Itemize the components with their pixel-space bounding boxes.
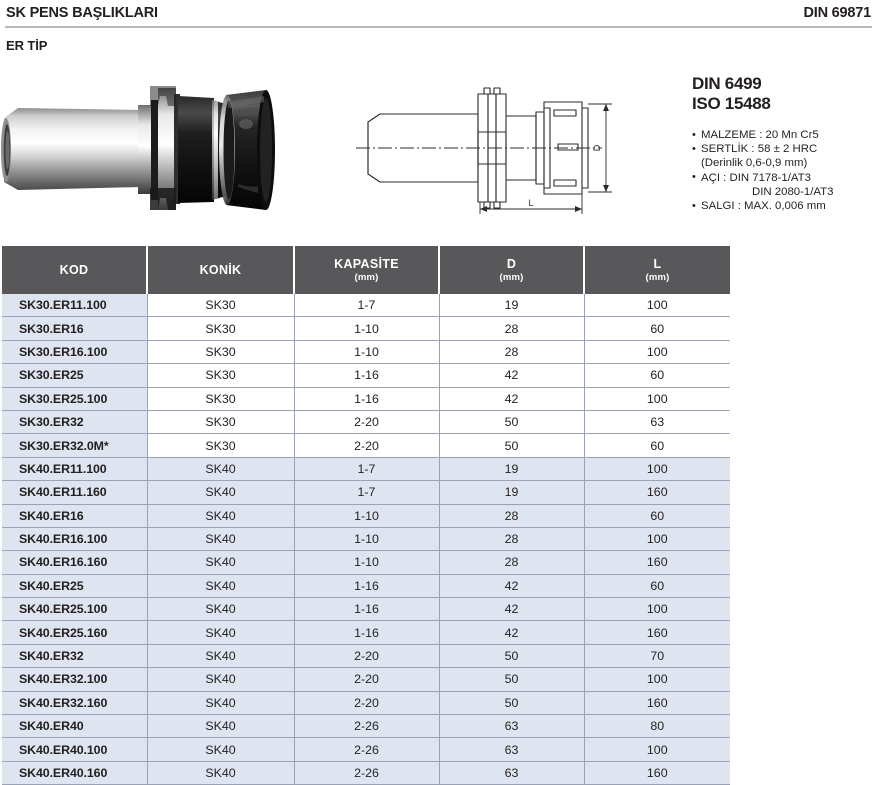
cell-kapasite: 1-10 bbox=[294, 551, 439, 574]
cell-konik: SK40 bbox=[147, 574, 294, 597]
table-row bbox=[2, 574, 730, 597]
product-photo bbox=[0, 62, 300, 237]
table-row bbox=[2, 527, 730, 550]
cell-kapasite: 1-16 bbox=[294, 364, 439, 387]
cell-kod: SK30.ER25 bbox=[2, 364, 147, 387]
cell-l: 100 bbox=[584, 527, 730, 550]
cell-d: 50 bbox=[439, 644, 584, 667]
cell-kapasite: 1-7 bbox=[294, 457, 439, 480]
cell-konik: SK40 bbox=[147, 691, 294, 714]
cell-l: 100 bbox=[584, 294, 730, 317]
cell-kod: SK40.ER32 bbox=[2, 644, 147, 667]
cell-konik: SK40 bbox=[147, 598, 294, 621]
specification-block bbox=[692, 74, 877, 213]
cell-l: 70 bbox=[584, 644, 730, 667]
spec-item: • AÇI : DIN 7178-1/AT3 bbox=[692, 171, 877, 185]
cell-kapasite: 2-20 bbox=[294, 410, 439, 433]
cell-kod: SK40.ER11.100 bbox=[2, 457, 147, 480]
table-row bbox=[2, 551, 730, 574]
cell-konik: SK40 bbox=[147, 551, 294, 574]
cell-d: 63 bbox=[439, 761, 584, 784]
table-row bbox=[2, 504, 730, 527]
page-title: SK PENS BAŞLIKLARI bbox=[6, 5, 158, 21]
cell-kapasite: 1-16 bbox=[294, 621, 439, 644]
cell-kod: SK40.ER40.160 bbox=[2, 761, 147, 784]
table-row bbox=[2, 738, 730, 761]
table-row bbox=[2, 434, 730, 457]
page-standard-label: DIN 69871 bbox=[803, 5, 871, 21]
cell-d: 19 bbox=[439, 294, 584, 317]
cell-d: 28 bbox=[439, 340, 584, 363]
cell-d: 42 bbox=[439, 364, 584, 387]
cell-kod: SK30.ER16 bbox=[2, 317, 147, 340]
table-row bbox=[2, 387, 730, 410]
cell-l: 100 bbox=[584, 598, 730, 621]
cell-l: 160 bbox=[584, 481, 730, 504]
column-header-kapasite: KAPASİTE (mm) bbox=[294, 246, 439, 294]
column-header-konik: KONİK bbox=[147, 246, 294, 294]
cell-kod: SK40.ER11.160 bbox=[2, 481, 147, 504]
cell-kod: SK40.ER32.100 bbox=[2, 668, 147, 691]
cell-konik: SK40 bbox=[147, 621, 294, 644]
column-header-l: L (mm) bbox=[584, 246, 730, 294]
cell-kod: SK40.ER40 bbox=[2, 715, 147, 738]
cell-d: 19 bbox=[439, 481, 584, 504]
cell-kapasite: 1-16 bbox=[294, 387, 439, 410]
cell-kod: SK30.ER32 bbox=[2, 410, 147, 433]
spec-item: • MALZEME : 20 Mn Cr5 bbox=[692, 128, 877, 142]
cell-l: 100 bbox=[584, 738, 730, 761]
table-row bbox=[2, 410, 730, 433]
cell-konik: SK40 bbox=[147, 457, 294, 480]
cell-d: 28 bbox=[439, 504, 584, 527]
table-row bbox=[2, 715, 730, 738]
cell-d: 50 bbox=[439, 410, 584, 433]
cell-d: 28 bbox=[439, 317, 584, 340]
cell-l: 63 bbox=[584, 410, 730, 433]
cell-d: 50 bbox=[439, 668, 584, 691]
table-row bbox=[2, 644, 730, 667]
cell-l: 80 bbox=[584, 715, 730, 738]
column-header-d: D (mm) bbox=[439, 246, 584, 294]
table-row bbox=[2, 481, 730, 504]
cell-kapasite: 1-16 bbox=[294, 598, 439, 621]
cell-d: 63 bbox=[439, 715, 584, 738]
cell-l: 60 bbox=[584, 364, 730, 387]
cell-kapasite: 1-7 bbox=[294, 294, 439, 317]
cell-l: 60 bbox=[584, 317, 730, 340]
cell-l: 60 bbox=[584, 574, 730, 597]
cell-l: 60 bbox=[584, 434, 730, 457]
spec-standard-iso: ISO 15488 bbox=[692, 94, 771, 113]
column-header-kod: KOD bbox=[2, 246, 147, 294]
table-row bbox=[2, 364, 730, 387]
table-body bbox=[2, 294, 730, 785]
cell-kod: SK40.ER16 bbox=[2, 504, 147, 527]
section-subtitle: ER TİP bbox=[6, 38, 48, 53]
cell-kod: SK40.ER25.100 bbox=[2, 598, 147, 621]
table-header-row bbox=[2, 246, 730, 294]
cell-d: 28 bbox=[439, 527, 584, 550]
spec-item: DIN 2080-1/AT3 bbox=[752, 185, 834, 198]
cell-kapasite: 1-10 bbox=[294, 317, 439, 340]
table-row bbox=[2, 457, 730, 480]
cell-konik: SK30 bbox=[147, 364, 294, 387]
table-row bbox=[2, 340, 730, 363]
cell-l: 100 bbox=[584, 457, 730, 480]
cell-d: 63 bbox=[439, 738, 584, 761]
cell-kapasite: 2-26 bbox=[294, 761, 439, 784]
cell-d: 42 bbox=[439, 621, 584, 644]
cell-kod: SK40.ER40.100 bbox=[2, 738, 147, 761]
table-row bbox=[2, 668, 730, 691]
spec-item: (Derinlik 0,6-0,9 mm) bbox=[701, 157, 808, 170]
cell-kapasite: 2-26 bbox=[294, 738, 439, 761]
cell-konik: SK30 bbox=[147, 294, 294, 317]
cell-konik: SK40 bbox=[147, 761, 294, 784]
cell-d: 50 bbox=[439, 434, 584, 457]
cell-d: 19 bbox=[439, 457, 584, 480]
cell-konik: SK40 bbox=[147, 504, 294, 527]
cell-kapasite: 1-10 bbox=[294, 340, 439, 363]
cell-konik: SK40 bbox=[147, 738, 294, 761]
dimension-label-l: L bbox=[528, 198, 534, 208]
cell-kapasite: 1-16 bbox=[294, 574, 439, 597]
cell-kapasite: 2-20 bbox=[294, 644, 439, 667]
cell-konik: SK40 bbox=[147, 644, 294, 667]
cell-kod: SK40.ER32.160 bbox=[2, 691, 147, 714]
cell-kapasite: 1-10 bbox=[294, 504, 439, 527]
cell-l: 60 bbox=[584, 504, 730, 527]
cell-kod: SK40.ER25 bbox=[2, 574, 147, 597]
table-row bbox=[2, 621, 730, 644]
cell-l: 100 bbox=[584, 340, 730, 363]
cell-l: 160 bbox=[584, 761, 730, 784]
dimension-label-d: D bbox=[592, 144, 602, 152]
table-row bbox=[2, 691, 730, 714]
cell-l: 160 bbox=[584, 551, 730, 574]
product-table bbox=[2, 246, 730, 785]
spec-list bbox=[692, 128, 877, 213]
cell-konik: SK30 bbox=[147, 387, 294, 410]
table-row bbox=[2, 761, 730, 784]
cell-l: 100 bbox=[584, 387, 730, 410]
cell-l: 160 bbox=[584, 691, 730, 714]
table-row bbox=[2, 317, 730, 340]
cell-kod: SK30.ER32.0M* bbox=[2, 434, 147, 457]
cell-konik: SK40 bbox=[147, 715, 294, 738]
cell-kapasite: 2-20 bbox=[294, 691, 439, 714]
cell-d: 28 bbox=[439, 551, 584, 574]
cell-d: 42 bbox=[439, 574, 584, 597]
table-row bbox=[2, 294, 730, 317]
table-row bbox=[2, 598, 730, 621]
spec-item: • SERTLİK : 58 ± 2 HRC bbox=[692, 142, 877, 156]
cell-kod: SK40.ER16.100 bbox=[2, 527, 147, 550]
cell-kapasite: 2-20 bbox=[294, 434, 439, 457]
cell-kapasite: 1-7 bbox=[294, 481, 439, 504]
cell-d: 42 bbox=[439, 598, 584, 621]
cell-konik: SK30 bbox=[147, 340, 294, 363]
spec-item: • SALGI : MAX. 0,006 mm bbox=[692, 199, 877, 213]
cell-konik: SK30 bbox=[147, 317, 294, 340]
cell-d: 42 bbox=[439, 387, 584, 410]
cell-kod: SK30.ER16.100 bbox=[2, 340, 147, 363]
cell-konik: SK40 bbox=[147, 481, 294, 504]
cell-l: 100 bbox=[584, 668, 730, 691]
cell-kod: SK40.ER25.160 bbox=[2, 621, 147, 644]
cell-kapasite: 1-10 bbox=[294, 527, 439, 550]
cell-kapasite: 2-26 bbox=[294, 715, 439, 738]
cell-d: 50 bbox=[439, 691, 584, 714]
cell-konik: SK40 bbox=[147, 527, 294, 550]
cell-kod: SK30.ER11.100 bbox=[2, 294, 147, 317]
spec-standard-din: DIN 6499 bbox=[692, 74, 762, 93]
technical-drawing bbox=[350, 78, 620, 218]
cell-konik: SK30 bbox=[147, 410, 294, 433]
cell-kod: SK40.ER16.160 bbox=[2, 551, 147, 574]
cell-kod: SK30.ER25.100 bbox=[2, 387, 147, 410]
cell-konik: SK40 bbox=[147, 668, 294, 691]
cell-kapasite: 2-20 bbox=[294, 668, 439, 691]
header-divider bbox=[5, 26, 872, 28]
cell-konik: SK30 bbox=[147, 434, 294, 457]
page-header bbox=[0, 0, 877, 26]
cell-l: 160 bbox=[584, 621, 730, 644]
